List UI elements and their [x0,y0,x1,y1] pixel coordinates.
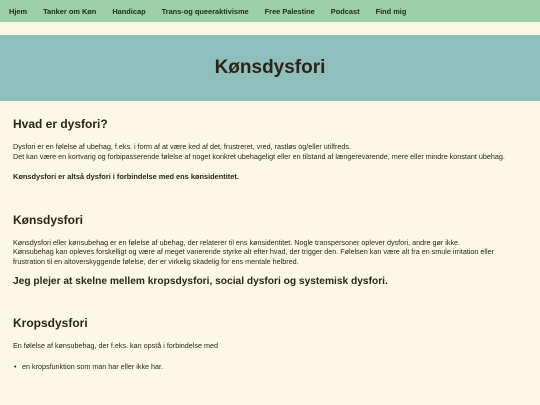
section-kropsdysfori [13,316,527,371]
bold-statement: Kønsdysfori er altså dysfori i forbindelse med ens kønsidentitet. [13,172,239,181]
nav-item-handicap[interactable]: Handicap [112,6,146,16]
nav-item-hjem[interactable]: Hjem [9,6,28,16]
nav-item-podcast[interactable]: Podcast [330,6,360,16]
page-hero [0,35,540,101]
section-koensdysfori [13,213,527,289]
nav-item-free-palestine[interactable]: Free Palestine [264,6,315,16]
section-heading: Hvad er dysfori? [13,117,108,131]
paragraph: Kønsdysfori eller kønsubehag er en følelse af ubehag, der relaterer til ens kønsidentitet. Nogle transpersoner oplever dysfori, andre gør ikke. [13,237,461,247]
lead-statement: Jeg plejer at skelne mellem kropsdysfori, social dysfori og systemisk dysfori. [13,276,388,287]
bullet-list [13,362,527,371]
top-navigation [0,0,540,22]
nav-item-find-mig[interactable]: Find mig [375,6,407,16]
paragraph: Det kan være en kortvarig og forbipasserende følelse af noget konkret ubehageligt eller en tilstand af længerevarende, mere eller mindre konstant ubehag. [13,151,505,161]
nav-item-tanker-om-koen[interactable]: Tanker om Køn [43,6,97,16]
paragraph: Dysfori er en følelse af ubehag, f.eks. i form af at være ked af det, frustreret, vred, rastløs og/eller utilfreds. [13,142,351,151]
paragraph: Kønsubehag kan opleves forskelligt og være af meget varierende styrke alt efter hvad, der trigger den. Følelsen kan være alt fra en smule irritation eller frustration til en altoverskyggende følelse, der er virkelig skadelig for ens mentale helbred. [13,247,494,266]
section-heading: Kropsdysfori [13,316,88,330]
paragraph: En følelse af kønsubehag, der f.eks. kan opstå i forbindelse med [13,341,218,350]
page-title: Kønsdysfori [214,57,326,78]
section-hvad-er-dysfori [13,117,527,182]
nav-item-trans-og-queeraktivisme[interactable]: Trans-og queeraktivisme [161,6,249,16]
section-heading: Kønsdysfori [13,212,84,227]
main-content [0,117,540,371]
list-item: • en kropsfunktion som man har eller ikke har. [13,362,527,371]
